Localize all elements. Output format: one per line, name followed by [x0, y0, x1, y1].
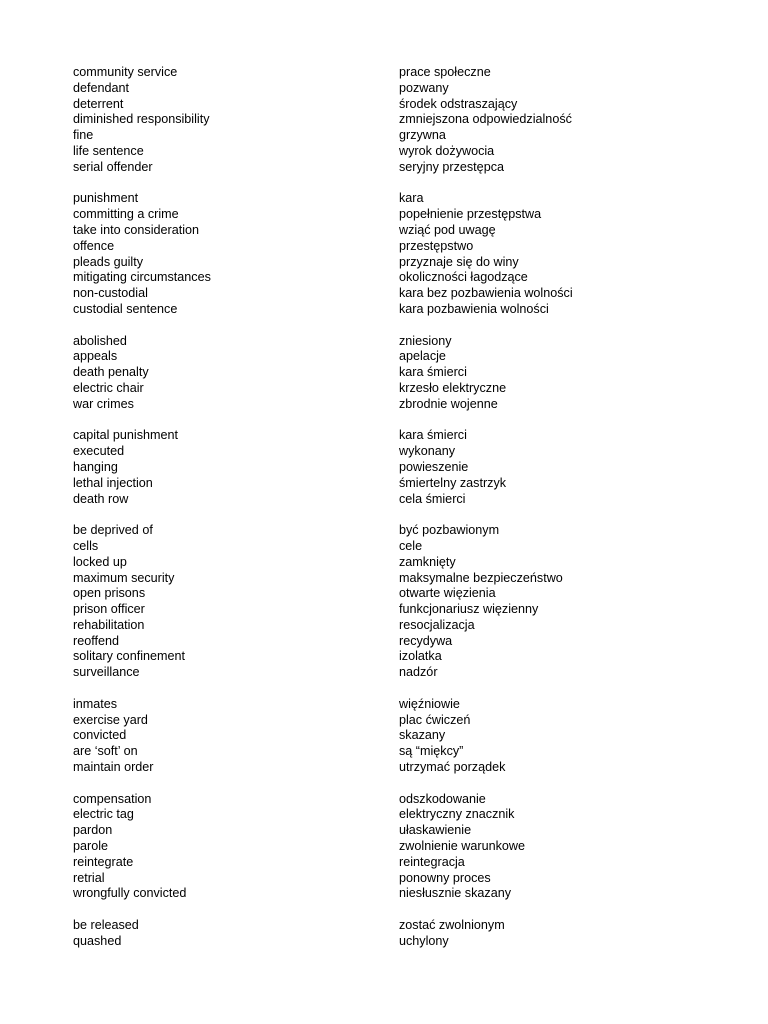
polish-term-group — [399, 428, 739, 507]
polish-translation: kara pozbawienia wolności — [399, 301, 549, 316]
polish-translation: zostać zwolnionym — [399, 918, 505, 933]
english-term: prison officer — [73, 602, 145, 617]
english-term: reintegrate — [73, 854, 134, 869]
english-term: be released — [73, 918, 139, 933]
polish-translation: pozwany — [399, 80, 449, 95]
polish-translation: przestępstwo — [399, 238, 474, 253]
polish-translation: otwarte więzienia — [399, 586, 496, 601]
polish-translation: izolatka — [399, 649, 442, 664]
polish-translation: być pozbawionym — [399, 523, 500, 538]
polish-translation: kara — [399, 191, 424, 206]
english-term: retrial — [73, 870, 105, 885]
english-term: take into consideration — [73, 222, 200, 237]
polish-translation: kara bez pozbawienia wolności — [399, 286, 573, 301]
polish-translation: cele — [399, 538, 423, 553]
english-term: life sentence — [73, 143, 144, 158]
english-term: custodial sentence — [73, 301, 178, 316]
english-term: offence — [73, 238, 115, 253]
english-term: abolished — [73, 333, 127, 348]
polish-translation: zamknięty — [399, 554, 456, 569]
polish-translation: wykonany — [399, 444, 456, 459]
english-term: electric tag — [73, 807, 134, 822]
polish-translation: śmiertelny zastrzyk — [399, 475, 507, 490]
polish-translation: resocjalizacja — [399, 617, 475, 632]
polish-translation: wyrok dożywocia — [399, 143, 495, 158]
english-term: cells — [73, 538, 99, 553]
english-term: surveillance — [73, 665, 140, 680]
polish-translation: krzesło elektryczne — [399, 380, 507, 395]
polish-term-group — [399, 334, 739, 413]
english-term: maintain order — [73, 760, 154, 775]
english-term-group — [73, 697, 373, 776]
english-terms-column — [73, 65, 373, 965]
english-term-group — [73, 334, 373, 413]
english-term: inmates — [73, 696, 118, 711]
english-term: parole — [73, 839, 109, 854]
english-term: exercise yard — [73, 712, 148, 727]
polish-translation: uchylony — [399, 933, 449, 948]
english-term: quashed — [73, 933, 122, 948]
polish-translation: więźniowie — [399, 696, 460, 711]
english-term: punishment — [73, 191, 139, 206]
polish-translation: grzywna — [399, 128, 446, 143]
english-term: war crimes — [73, 396, 134, 411]
polish-translation: ułaskawienie — [399, 823, 472, 838]
polish-translation: reintegracja — [399, 854, 465, 869]
polish-term-group — [399, 65, 739, 176]
english-term: solitary confinement — [73, 649, 185, 664]
english-term: deterrent — [73, 96, 124, 111]
polish-translation: zbrodnie wojenne — [399, 396, 498, 411]
english-term: executed — [73, 444, 125, 459]
english-term: death penalty — [73, 365, 149, 380]
english-term: community service — [73, 65, 178, 79]
polish-translation: skazany — [399, 728, 446, 743]
polish-translation: okoliczności łagodzące — [399, 270, 528, 285]
polish-translation: prace społeczne — [399, 65, 491, 79]
polish-translations-column — [399, 65, 739, 965]
english-term: non-custodial — [73, 286, 148, 301]
english-term: defendant — [73, 80, 130, 95]
polish-translation: popełnienie przestępstwa — [399, 207, 542, 222]
english-term: mitigating circumstances — [73, 270, 211, 285]
polish-translation: recydywa — [399, 633, 453, 648]
english-term: lethal injection — [73, 475, 153, 490]
polish-translation: elektryczny znacznik — [399, 807, 515, 822]
polish-translation: nadzór — [399, 665, 438, 680]
english-term: wrongfully convicted — [73, 886, 187, 901]
polish-term-group — [399, 792, 739, 903]
english-term-group — [73, 918, 373, 950]
polish-translation: seryjny przestępca — [399, 159, 504, 174]
english-term-group — [73, 523, 373, 681]
english-term: open prisons — [73, 586, 146, 601]
polish-translation: wziąć pod uwagę — [399, 222, 496, 237]
english-term: be deprived of — [73, 523, 153, 538]
polish-term-group — [399, 191, 739, 317]
polish-translation: zniesiony — [399, 333, 452, 348]
english-term: electric chair — [73, 380, 144, 395]
english-term: compensation — [73, 791, 152, 806]
polish-translation: kara śmierci — [399, 365, 467, 380]
english-term: hanging — [73, 459, 118, 474]
polish-translation: zmniejszona odpowiedzialność — [399, 112, 572, 127]
polish-translation: zwolnienie warunkowe — [399, 839, 526, 854]
polish-translation: ponowny proces — [399, 870, 491, 885]
polish-term-group — [399, 697, 739, 776]
polish-translation: maksymalne bezpieczeństwo — [399, 570, 563, 585]
english-term: capital punishment — [73, 428, 179, 443]
english-term: diminished responsibility — [73, 112, 210, 127]
polish-term-group — [399, 918, 739, 950]
english-term: serial offender — [73, 159, 153, 174]
english-term: locked up — [73, 554, 127, 569]
english-term: fine — [73, 128, 94, 143]
english-term: pardon — [73, 823, 113, 838]
polish-translation: odszkodowanie — [399, 791, 486, 806]
english-term: rehabilitation — [73, 617, 145, 632]
polish-term-group — [399, 523, 739, 681]
english-term-group — [73, 191, 373, 317]
english-term-group — [73, 65, 373, 176]
english-term: convicted — [73, 728, 127, 743]
english-term: are ‘soft’ on — [73, 744, 138, 759]
polish-translation: utrzymać porządek — [399, 760, 506, 775]
polish-translation: powieszenie — [399, 459, 469, 474]
polish-translation: kara śmierci — [399, 428, 467, 443]
polish-translation: cela śmierci — [399, 491, 466, 506]
english-term-group — [73, 792, 373, 903]
polish-translation: niesłusznie skazany — [399, 886, 512, 901]
english-term: committing a crime — [73, 207, 179, 222]
english-term: maximum security — [73, 570, 175, 585]
polish-translation: przyznaje się do winy — [399, 254, 519, 269]
polish-translation: są “miękcy” — [399, 744, 464, 759]
polish-translation: środek odstraszający — [399, 96, 518, 111]
english-term-group — [73, 428, 373, 507]
polish-translation: apelacje — [399, 349, 446, 364]
polish-translation: funkcjonariusz więzienny — [399, 602, 539, 617]
polish-translation: plac ćwiczeń — [399, 712, 471, 727]
english-term: appeals — [73, 349, 118, 364]
english-term: death row — [73, 491, 129, 506]
english-term: pleads guilty — [73, 254, 144, 269]
english-term: reoffend — [73, 633, 119, 648]
